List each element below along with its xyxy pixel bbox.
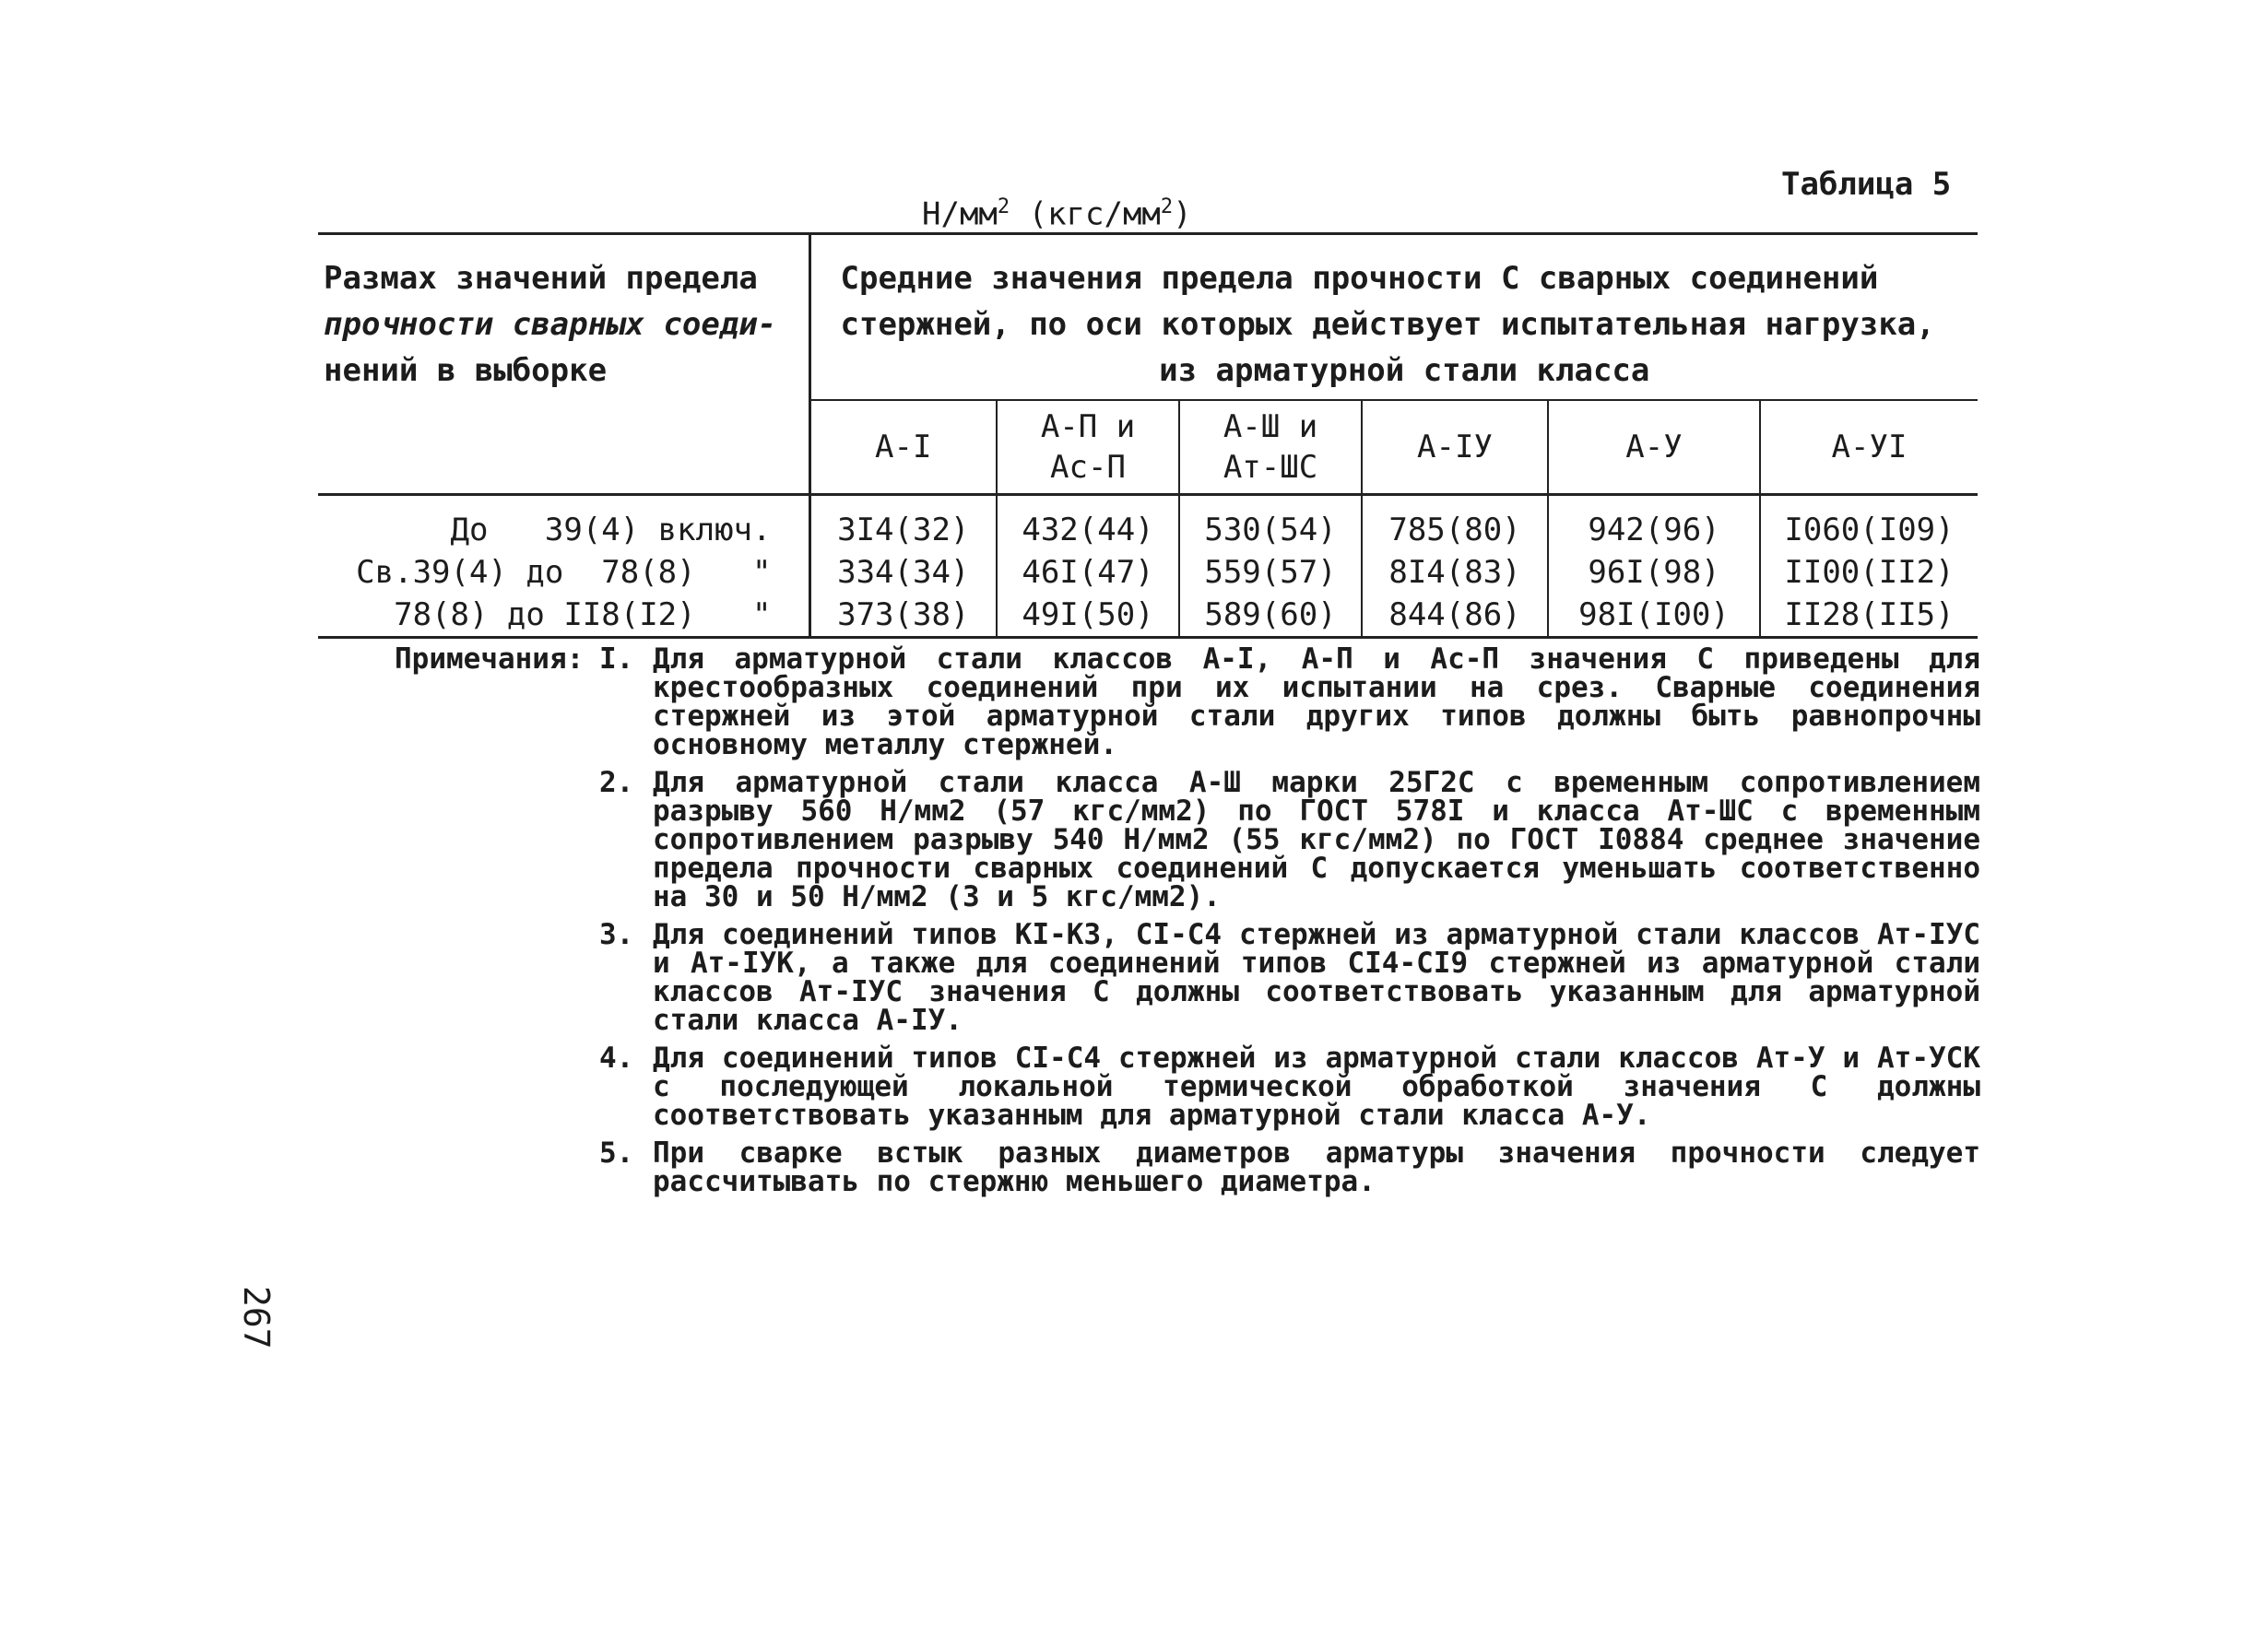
note-item	[395, 642, 1980, 761]
note-indent	[395, 921, 599, 1035]
row-label: До 39(4) включ.	[318, 495, 809, 552]
note-indent	[395, 769, 599, 912]
header-range-line-2: прочности сварных соеди-	[324, 306, 777, 343]
table-cell: I060(I09)	[1784, 512, 1955, 548]
class-label: А-I	[875, 429, 932, 465]
table-header-row	[318, 234, 1978, 401]
table-cell: 3I4(32)	[809, 495, 997, 552]
class-label: А-УI	[1831, 429, 1908, 465]
class-label: А-IУ	[1417, 429, 1493, 465]
units-sup-1: 2	[997, 195, 1010, 218]
header-mean-line-1: Средние значения предела прочности С сварных соединений	[840, 260, 1879, 297]
table-row	[318, 594, 1978, 638]
table-cell: 559(57)	[1179, 551, 1362, 594]
units-right: )	[1173, 195, 1192, 233]
note-number: 5.	[599, 1136, 634, 1170]
note-indent	[395, 1044, 599, 1130]
table-cell: 589(60)	[1179, 594, 1362, 638]
class-label-sub: Ас-П	[1050, 449, 1126, 486]
note-text: Для соединений типов СI-С4 стержней из арматурной стали классов Ат-У и Ат-УСК с последующей локальной термической обработкой значения С должны соответствовать указанным для арматурной стали класса А-У.	[653, 1042, 1980, 1132]
note-indent	[395, 1139, 599, 1196]
note-text: При сварке встык разных диаметров арматуры значения прочности следует рассчитывать по стержню меньшего диаметра.	[653, 1136, 1980, 1198]
notes-section	[395, 642, 1980, 1206]
note-item	[395, 1136, 1980, 1198]
table-cell: 49I(50)	[997, 594, 1179, 638]
table-cell: 373(38)	[809, 594, 997, 638]
header-range-line-3: нений в выборке	[324, 352, 608, 389]
header-mean-line-3: из арматурной стали класса	[1159, 352, 1650, 389]
note-item	[395, 766, 1980, 913]
class-header-a5	[1548, 400, 1760, 495]
row-label: 78(8) до II8(I2) "	[318, 594, 809, 638]
class-header-a2	[997, 400, 1179, 495]
units-label	[922, 195, 1192, 232]
note-text: Для арматурной стали класса А-Ш марки 25Г2С с временным сопротивлением разрыву 560 Н/мм2 (57 кгс/мм2) по ГОСТ 578I и класса Ат-ШС с временным сопротивлением разрыву 540 Н/мм2 (55 кгс/мм2) по ГОСТ I0884 среднее значение предела прочности сварных соединений С допускается уменьшать соответственно на 30 и 50 Н/мм2 (3 и 5 кгс/мм2).	[653, 766, 1980, 913]
header-range-line-1: Размах значений предела	[324, 260, 758, 297]
note-number: 2.	[599, 766, 634, 799]
strength-table	[318, 232, 1978, 639]
class-header-a3	[1179, 400, 1362, 495]
table-cell: 844(86)	[1362, 594, 1548, 638]
table-row	[318, 495, 1978, 552]
class-label: А-Ш и	[1223, 408, 1318, 445]
class-header-a4	[1362, 400, 1548, 495]
units-middle: (кгс/мм	[1010, 195, 1161, 233]
table-cell: 942(96)	[1548, 495, 1760, 552]
header-mean	[809, 234, 1978, 401]
table-cell: 46I(47)	[997, 551, 1179, 594]
table-label: Таблица 5	[1781, 166, 1952, 203]
note-number: 4.	[599, 1042, 634, 1075]
header-range	[318, 234, 809, 495]
note-text: Для арматурной стали классов А-I, А-П и Ас-П значения С приведены для крестообразных соединений при их испытании на срез. Сварные соединения стержней из этой арматурной стали других типов должны быть равнопрочны основному металлу стержней.	[653, 642, 1980, 761]
class-label: А-У	[1625, 429, 1683, 465]
table-cell: 8I4(83)	[1362, 551, 1548, 594]
table-cell: 98I(I00)	[1548, 594, 1760, 638]
class-header-a6	[1760, 400, 1978, 495]
note-text: Для соединений типов КI-К3, СI-С4 стержней из арматурной стали классов Ат-IУС и Ат-IУК, а также для соединений типов СI4-СI9 стержней из арматурной стали классов Ат-IУС значения С должны соответствовать указанным для арматурной стали класса А-IУ.	[653, 918, 1980, 1037]
table-cell: 432(44)	[997, 495, 1179, 552]
row-label: Св.39(4) до 78(8) "	[318, 551, 809, 594]
units-left: Н/мм	[922, 195, 998, 233]
class-header-a1	[809, 400, 997, 495]
class-label-sub: Ат-ШС	[1223, 449, 1318, 486]
table-cell: 785(80)	[1362, 495, 1548, 552]
table-cell: II28(II5)	[1760, 594, 1978, 638]
class-label: А-П и	[1040, 408, 1136, 445]
table-row	[318, 551, 1978, 594]
header-mean-line-2: стержней, по оси которых действует испытательная нагрузка,	[840, 306, 1935, 343]
notes-label: Примечания:	[395, 642, 585, 676]
table-cell: II00(II2)	[1784, 554, 1955, 591]
table-cell: 96I(98)	[1548, 551, 1760, 594]
table-cell: 530(54)	[1179, 495, 1362, 552]
units-sup-2: 2	[1160, 195, 1174, 218]
note-item	[395, 918, 1980, 1037]
note-item	[395, 1044, 1980, 1130]
note-number: 3.	[599, 918, 634, 951]
table-cell: 334(34)	[809, 551, 997, 594]
note-number: I.	[599, 642, 634, 676]
page-number: 267	[236, 1286, 277, 1349]
